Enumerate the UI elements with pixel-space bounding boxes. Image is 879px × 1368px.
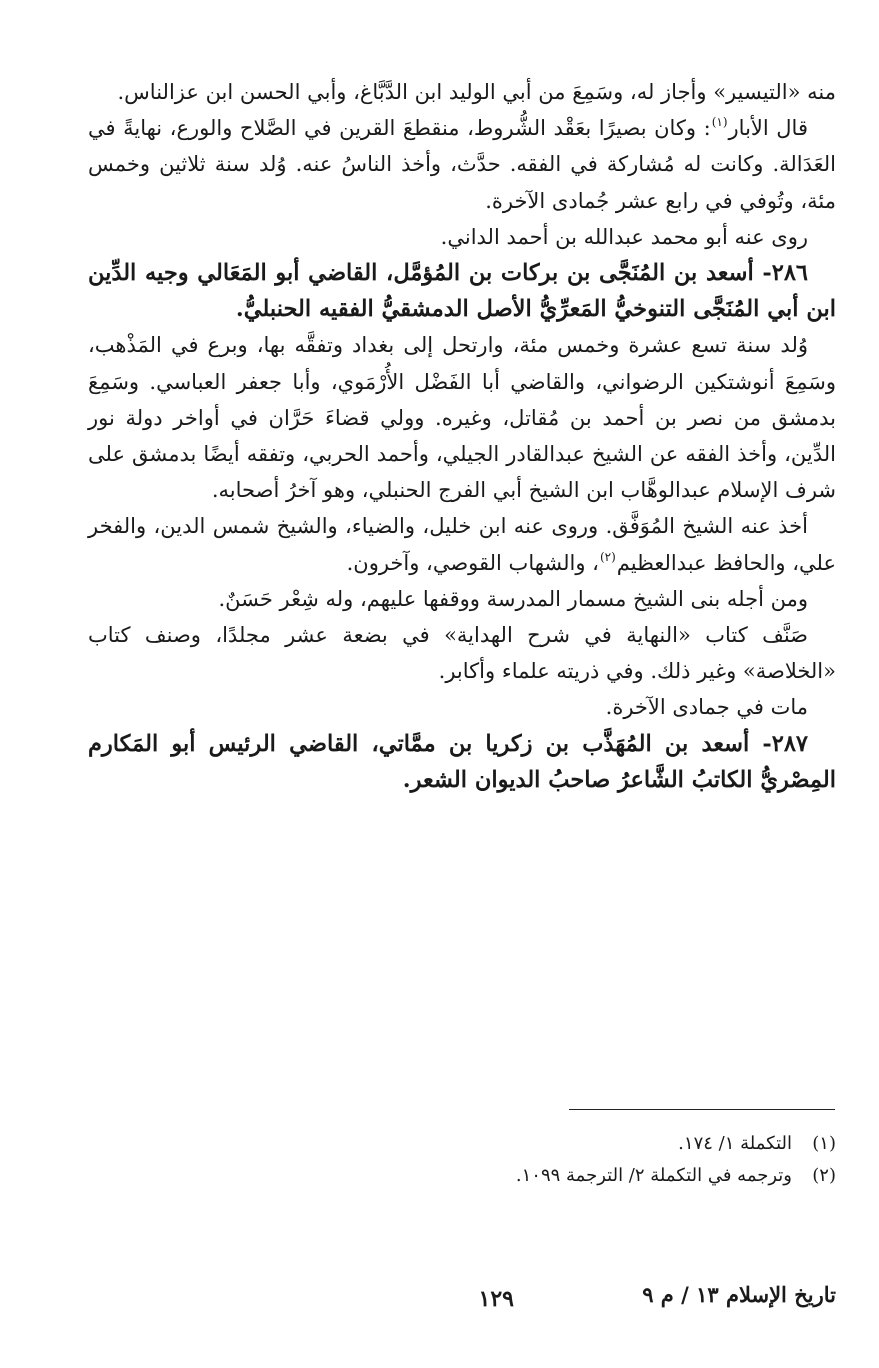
paragraph-text: منه «التيسير» وأجاز له، وسَمِعَ من أبي الوليد ابن الدَّبَّاغ، وأبي الحسن ابن عزالناس. (117, 80, 836, 104)
footnotes (88, 1128, 836, 1192)
paragraph-text: روى عنه أبو محمد عبدالله بن أحمد الداني. (440, 224, 808, 249)
paragraph-text: ، والشهاب القوصي، وآخرون. (346, 550, 599, 575)
paragraph-text: وُلد سنة تسع عشرة وخمس مئة، وارتحل إلى بغداد وتفقَّه بها، وبرع في المَذْهب، وسَمِعَ أنوشتكين الرضواني، والقاضي أبا الفَضْل الأُرْمَوي، وأبا جعفر العباسي. وسَمِعَ بدمشق من نصر بن أحمد بن مُقاتل، وغيره. وولي قضاءَ حَرَّان في أواخر دولة نور الدِّين، وأخذ الفقه عن الشيخ عبدالقادر الجيلي، وأحمد الحربي، وتفقه أيضًا بدمشق على شرف الإسلام عبدالوهَّاب ابن الشيخ أبي الفرج الحنبلي، وهو آخرُ أصحابه. (88, 333, 836, 503)
entry-heading-286 (88, 255, 836, 327)
footnote-number: (٢) (812, 1165, 836, 1186)
paragraph-text: مات في جمادى الآخرة. (605, 695, 808, 720)
footnote-reference-2[interactable]: (٢) (599, 549, 616, 564)
page-number: ١٢٩ (478, 1286, 514, 1312)
paragraph-biography (88, 327, 836, 508)
entry-heading-text: ٢٨٧- أسعد بن المُهَذَّب بن زكريا بن ممَّاتي، القاضي الرئيس أبو المَكارم المِصْريُّ الكاتبُ الشَّاعرُ صاحبُ الديوان الشعر. (88, 730, 836, 793)
footnote-text: وترجمه في التكملة ٢/ الترجمة ١٠٩٩. (515, 1165, 792, 1186)
paragraph-text: أخذ عنه الشيخ المُوَفَّق. وروى عنه ابن خليل، والضياء، والشيخ شمس الدين، والفخر علي، والحافظ عبدالعظيم (88, 514, 836, 575)
paragraph-text: : وكان بصيرًا بعَقْد الشُّروط، منقطعَ القرين في الصَّلاح والورع، نهايةً في العَدَالة. وكانت له مُشاركة في الفقه. حدَّث، وأخذ الناسُ عنه. وُلد سنة ثلاثين وخمس مئة، وتُوفي في رابع عشر جُمادى الآخرة. (88, 116, 836, 213)
entry-heading-text: ٢٨٦- أسعد بن المُنَجَّى بن بركات بن المُؤمَّل، القاضي أبو المَعَالي وجيه الدِّين ابن أبي المُنَجَّى التنوخيُّ المَعرِّيُّ الأصل الدمشقيُّ الفقيه الحنبليُّ. (88, 260, 836, 323)
page-footer (88, 1282, 836, 1322)
main-text (88, 74, 836, 798)
paragraph-text: صَنَّف كتاب «النهاية في شرح الهداية» في بضعة عشر مجلدًا، وصنف كتاب «الخلاصة» وغير ذلك. وفي ذريته علماء وأكابر. (88, 623, 836, 684)
paragraph-students (88, 508, 836, 580)
paragraph-abbar-quote (88, 110, 836, 219)
paragraph-continuation (88, 74, 836, 110)
footnote-item (88, 1160, 836, 1192)
paragraph-text: قال الأبار (728, 116, 808, 141)
entry-heading-287 (88, 726, 836, 798)
paragraph-works (88, 617, 836, 689)
paragraph-narrator (88, 219, 836, 255)
book-signature: تاريخ الإسلام ١٣ / م ٩ (642, 1282, 836, 1307)
paragraph-madrasa (88, 581, 836, 617)
paragraph-death (88, 689, 836, 725)
footnote-reference-1[interactable]: (١) (711, 115, 728, 130)
footnote-number: (١) (812, 1133, 836, 1154)
paragraph-text: ومن أجله بنى الشيخ مسمار المدرسة ووقفها عليهم، وله شِعْر حَسَنٌ. (218, 586, 808, 611)
footnote-text: التكملة ١/ ١٧٤. (678, 1133, 792, 1154)
footnote-item (88, 1128, 836, 1160)
footnote-divider (569, 1109, 835, 1110)
